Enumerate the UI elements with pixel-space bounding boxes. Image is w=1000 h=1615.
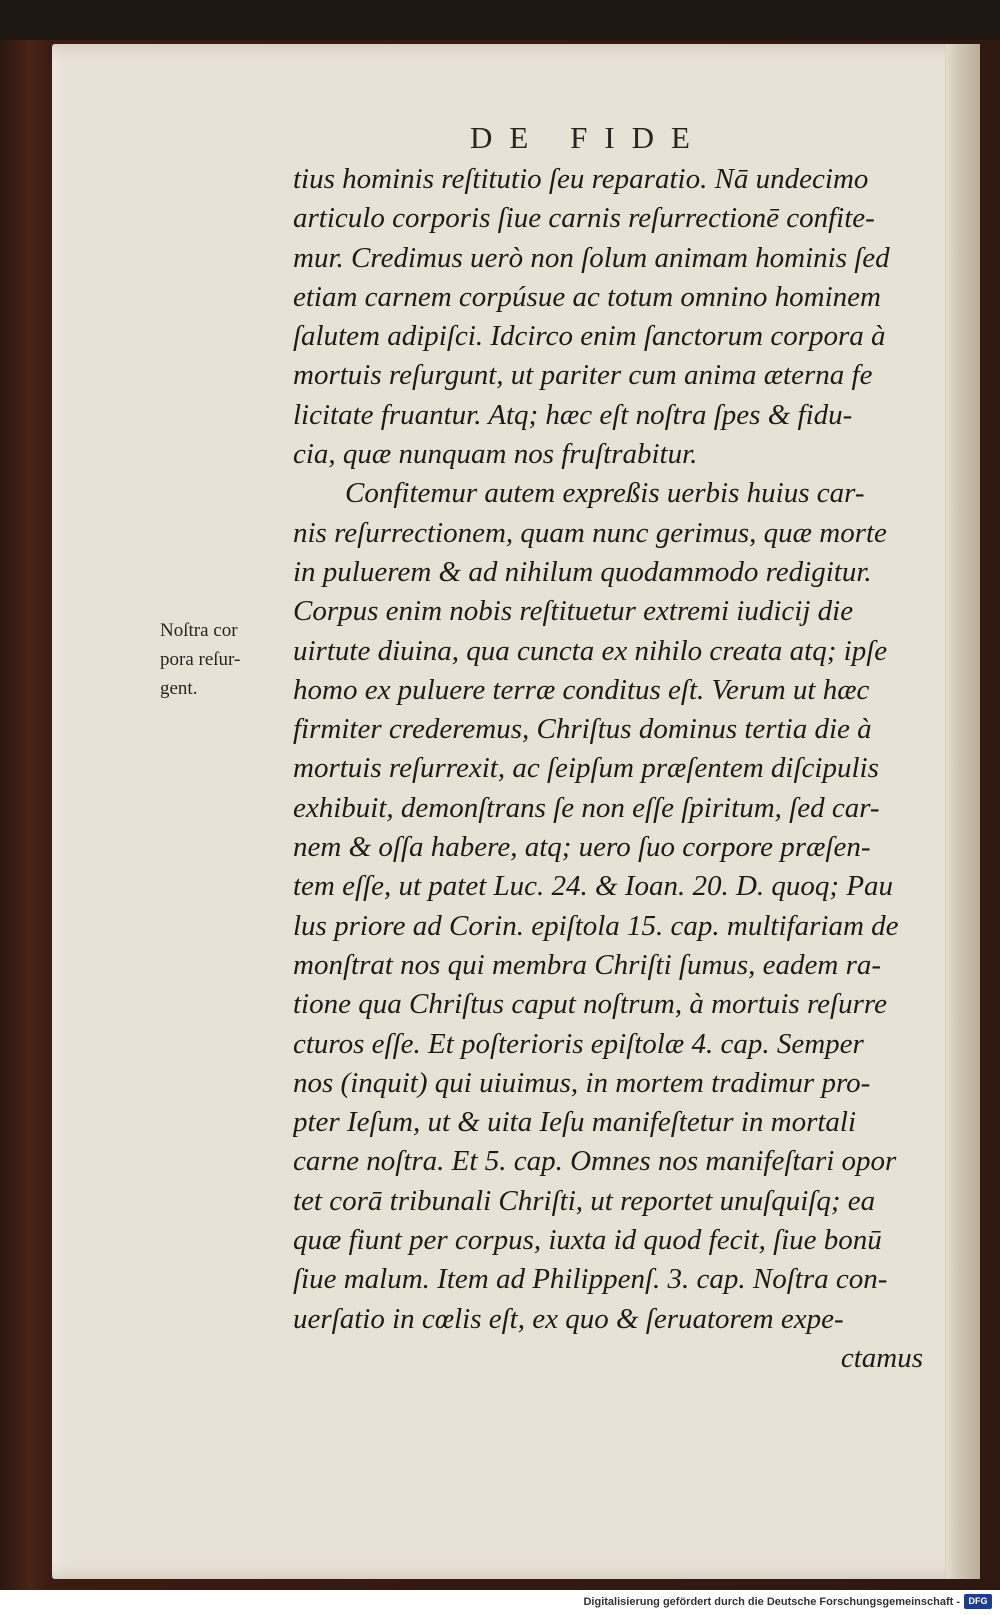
footer-credit: Digitalisierung gefördert durch die Deutsche Forschungsgemeinschaft - [583, 1596, 960, 1608]
text-line: carne noſtra. Et 5. cap. Omnes nos manifeſtari opor [293, 1145, 897, 1178]
text-line: Corpus enim nobis reſtituetur extremi iudicij die [293, 595, 854, 628]
text-line: uerſatio in cœlis eſt, ex quo & ſeruatorem expe- [293, 1302, 844, 1335]
text-line: cia, quæ nunquam nos fruſtrabitur. [293, 438, 698, 471]
text-line: tius hominis reſtitutio ſeu reparatio. Nā undecimo [293, 163, 869, 195]
text-line: mortuis reſurrexit, ac ſeipſum præſentem diſcipulis [293, 752, 879, 785]
text-line: tione qua Chriſtus caput noſtrum, à mortuis reſurre [293, 988, 887, 1021]
text-line: monſtrat nos qui membra Chriſti ſumus, eadem ra- [293, 948, 882, 981]
text-line: mortuis reſurgunt, ut pariter cum anima æterna fe [293, 359, 873, 392]
text-line: ſalutem adipiſci. Idcirco enim ſanctorum corpora à [293, 320, 886, 353]
text-line: nis reſurrectionem, quam nunc gerimus, quæ morte [293, 516, 887, 549]
text-line: licitate fruantur. Atq; hæc eſt noſtra ſpes & fidu- [293, 398, 853, 431]
text-line: firmiter crederemus, Chriſtus dominus tertia die à [293, 713, 872, 746]
text-line: lus priore ad Corin. epiſtola 15. cap. multifariam de [293, 909, 899, 942]
text-line: exhibuit, demonſtrans ſe non eſſe ſpiritum, ſed car- [293, 791, 880, 824]
text-line: tet corā tribunali Chriſti, ut reportet unuſquiſq; ea [293, 1184, 876, 1217]
text-line: nem & oſſa habere, atq; uero ſuo corpore præſen- [293, 831, 871, 864]
text-line: mur. Credimus uerò non ſolum animam hominis ſed [293, 241, 890, 274]
text-line: homo ex puluere terræ conditus eſt. Verum ut hæc [293, 673, 870, 706]
text-line: articulo corporis ſiue carnis reſurrectionē confite- [293, 202, 875, 235]
text-line: quæ fiunt per corpus, iuxta id quod fecit, ſiue bonū [293, 1224, 882, 1257]
text-line: pter Ieſum, ut & uita Ieſu manifeſtetur in mortali [293, 1106, 857, 1139]
text-line: etiam carnem corpúsue ac totum omnino hominem [293, 280, 881, 313]
marginal-note-line: pora reſur- [160, 649, 241, 670]
scan-top-border [0, 0, 1000, 40]
text-line: nos (inquit) qui uiuimus, in mortem tradimur pro- [293, 1066, 871, 1099]
running-title: DE FIDE [470, 120, 707, 155]
text-line: Confitemur autem expreßis uerbis huius car- [345, 477, 865, 510]
text-line: in puluerem & ad nihilum quodammodo redigitur. [293, 555, 872, 588]
text-line: uirtute diuina, qua cuncta ex nihilo creata atq; ipſe [293, 634, 888, 667]
text-line: ſiue malum. Item ad Philippenſ. 3. cap. Noſtra con- [293, 1263, 888, 1296]
dfg-logo: DFG [964, 1594, 992, 1609]
catchword: ctamus [840, 1341, 923, 1374]
body-text [293, 160, 963, 1378]
marginal-note [160, 616, 290, 703]
text-line: cturos eſſe. Et poſterioris epiſtolæ 4. cap. Semper [293, 1027, 864, 1060]
marginal-note-line: gent. [160, 678, 198, 699]
marginal-note-line: Noſtra cor [160, 620, 238, 641]
text-line: tem eſſe, ut patet Luc. 24. & Ioan. 20. D. quoq; Pau [293, 870, 894, 903]
